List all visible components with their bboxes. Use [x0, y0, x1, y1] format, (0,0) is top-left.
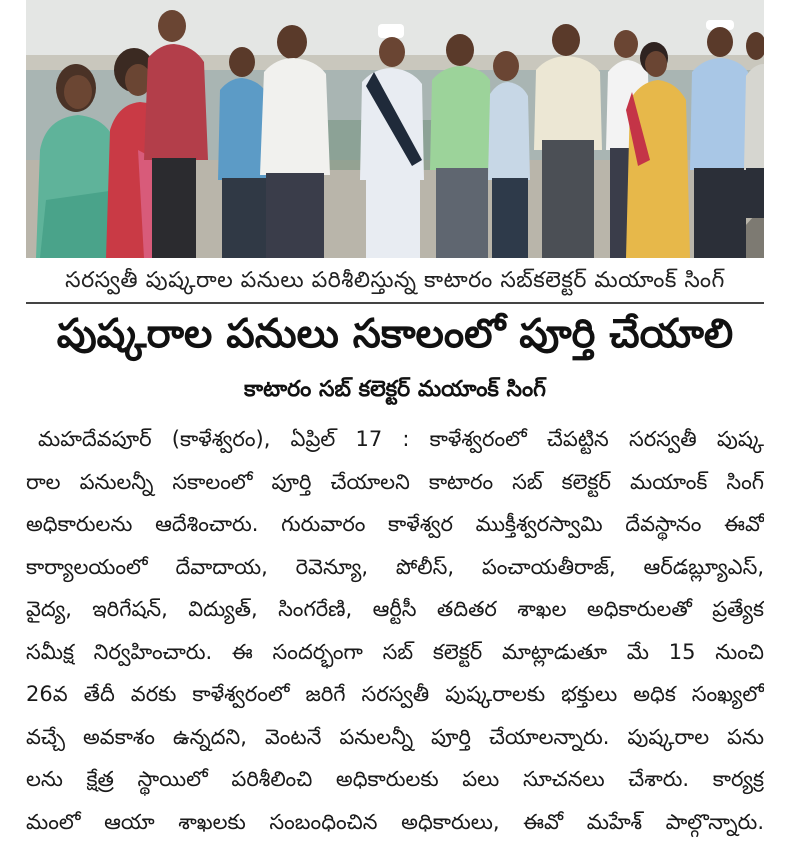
body-line: వైద్య, ఇరిగేషన్, విద్యుత్, సింగరేణి, ఆర్టీసీ తదితర శాఖల అధికారులతో ప్రత్యేక [26, 588, 764, 631]
article-body [26, 418, 764, 843]
body-line: లను క్షేత్ర స్థాయిలో పరిశీలించి అధికారులకు పలు సూచనలు చేశారు. కార్యక్ర [26, 758, 764, 801]
body-line: మహదేవపూర్ (కాళేశ్వరం), ఏప్రిల్ 17 : కాళేశ్వరంలో చేపట్టిన సరస్వతీ పుష్క [26, 418, 764, 461]
body-line: అధికారులను ఆదేశించారు. గురువారం కాళేశ్వర ముక్తీశ్వరస్వామి దేవస్థానం ఈవో [26, 503, 764, 546]
body-line: వచ్చే అవకాశం ఉన్నదని, వెంటనే పనులన్నీ పూర్తి చేయాలన్నారు. పుష్కరాల పను [26, 716, 764, 759]
headline: పుష్కరాల పనులు సకాలంలో పూర్తి చేయాలి [26, 308, 764, 370]
body-line: సమీక్ష నిర్వహించారు. ఈ సందర్భంగా సబ్ కలెక్టర్ మాట్లాడుతూ మే 15 నుంచి [26, 631, 764, 674]
body-line: రాల పనులన్నీ సకాలంలో పూర్తి చేయాలని కాటారం సబ్ కలెక్టర్ మయాంక్ సింగ్ [26, 461, 764, 504]
news-photo [26, 0, 764, 258]
body-line: మంలో ఆయా శాఖలకు సంబంధించిన అధికారులు, ఈవో మహేశ్ పాల్గొన్నారు. [26, 801, 764, 843]
body-line: 26వ తేదీ వరకు కాళేశ్వరంలో జరిగే సరస్వతీ పుష్కరాలకు భక్తులు అధిక సంఖ్యలో [26, 673, 764, 716]
caption-divider [26, 302, 764, 304]
photo-caption: సరస్వతీ పుష్కరాల పనులు పరిశీలిస్తున్న కాటారం సబ్‌కలెక్టర్ మయాంక్ సింగ్ [26, 266, 764, 300]
news-photo-illustration [26, 0, 764, 258]
body-line: కార్యాలయంలో దేవాదాయ, రెవెన్యూ, పోలీస్, పంచాయతీరాజ్, ఆర్‌డబ్ల్యూఎస్, [26, 546, 764, 589]
subheadline: కాటారం సబ్ కలెక్టర్ మయాంక్ సింగ్ [26, 374, 764, 410]
